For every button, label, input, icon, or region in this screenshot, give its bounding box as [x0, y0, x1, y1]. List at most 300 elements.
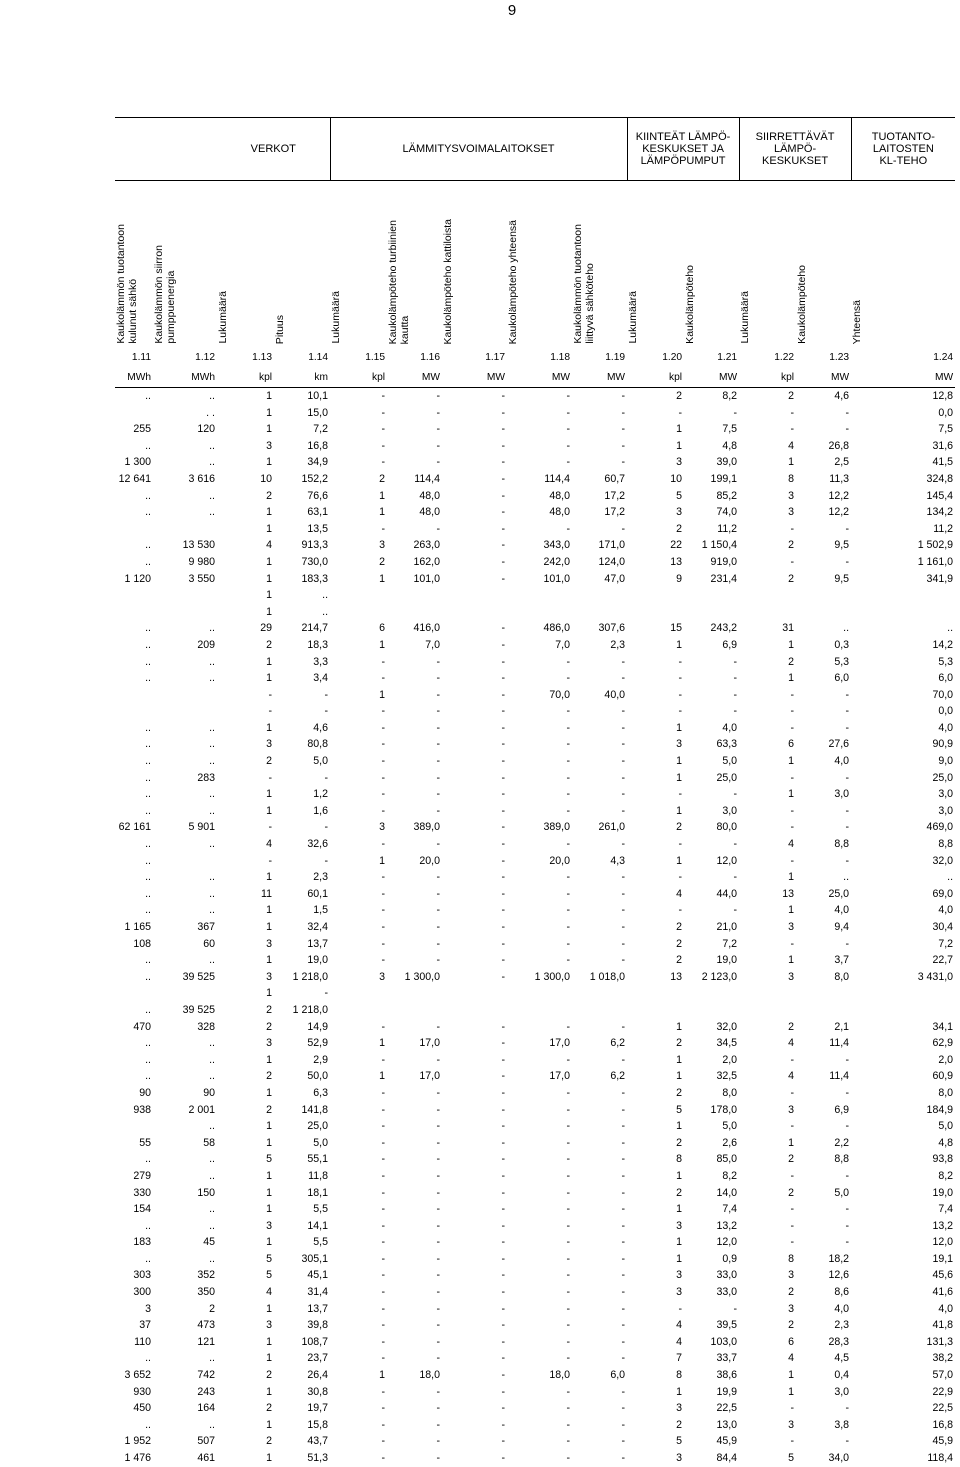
- column-header: [507, 181, 572, 348]
- table-cell: -: [381, 954, 386, 967]
- table-cell: -: [566, 721, 571, 734]
- table-cell: -: [621, 1053, 626, 1066]
- table-cell: 8,2: [722, 390, 738, 402]
- table-cell: 45,9: [716, 1435, 738, 1448]
- table-cell: -: [501, 1418, 506, 1431]
- table-cell: 5,5: [313, 1236, 329, 1249]
- table-cell: 4,8: [722, 439, 738, 452]
- table-cell: -: [381, 1335, 386, 1348]
- table-cell: 2,0: [938, 1053, 954, 1066]
- column-unit: kpl: [330, 367, 387, 388]
- table-cell: 33,0: [716, 1286, 738, 1299]
- table-cell: 21,0: [716, 921, 738, 933]
- table-cell: 1: [266, 1452, 272, 1464]
- table-cell: 1: [676, 721, 683, 734]
- table-cell: -: [501, 522, 506, 535]
- table-cell: ..: [947, 622, 954, 635]
- table-cell: -: [501, 1319, 506, 1332]
- table-cell: -: [566, 1120, 571, 1133]
- table-cell: ..: [145, 788, 151, 801]
- table-cell: 5: [676, 1103, 683, 1116]
- table-cell: [851, 985, 955, 1002]
- table-cell: -: [381, 921, 386, 933]
- table-cell: -: [790, 1236, 795, 1249]
- table-cell: -: [381, 1418, 386, 1431]
- table-cell: 3: [145, 1302, 151, 1315]
- table-cell: 70,0: [932, 688, 954, 701]
- table-row: [115, 969, 955, 986]
- table-cell: 1: [788, 1385, 795, 1398]
- table-cell: 47,0: [604, 572, 626, 585]
- table-row: [115, 1085, 955, 1102]
- table-cell: 8,2: [722, 1169, 738, 1182]
- table-cell: 7,2: [722, 937, 738, 950]
- table-cell: -: [501, 439, 506, 452]
- table-cell: 2: [788, 1286, 795, 1299]
- table-cell: 17,2: [604, 506, 626, 519]
- table-cell: 3: [676, 506, 683, 519]
- table-cell: ..: [209, 1352, 215, 1365]
- table-cell: [851, 1002, 955, 1019]
- table-cell: 4,0: [834, 755, 850, 768]
- table-cell: 39 525: [182, 1003, 215, 1016]
- table-cell: -: [621, 954, 626, 967]
- table-cell: 7: [676, 1352, 683, 1365]
- table-cell: 742: [197, 1369, 215, 1382]
- table-row: [115, 703, 955, 720]
- table-cell: 2,5: [834, 456, 850, 469]
- table-row: [115, 438, 955, 455]
- table-cell: 41,5: [932, 456, 954, 469]
- table-cell: -: [790, 1169, 795, 1182]
- table-cell: 2,3: [610, 638, 626, 651]
- table-cell: -: [566, 1319, 571, 1332]
- unit-row: [115, 367, 955, 388]
- table-cell: 1: [266, 954, 272, 967]
- table-cell: 1: [379, 489, 386, 502]
- table-cell: 134,2: [926, 506, 954, 519]
- table-cell: 5,0: [313, 755, 329, 768]
- district-heating-table: [115, 117, 955, 1467]
- table-cell: 1: [266, 406, 272, 419]
- table-cell: 389,0: [413, 821, 441, 834]
- table-cell: -: [501, 1020, 506, 1033]
- table-cell: 1: [676, 755, 683, 768]
- table-cell: 118,4: [927, 1452, 954, 1464]
- table-cell: 243: [197, 1385, 215, 1398]
- table-cell: 13: [670, 555, 683, 568]
- table-cell: -: [733, 788, 738, 801]
- table-cell: ..: [145, 1252, 151, 1265]
- table-cell: 2: [676, 1037, 683, 1050]
- table-cell: -: [501, 887, 506, 900]
- table-cell: -: [381, 1286, 386, 1299]
- table-cell: 1: [676, 638, 683, 651]
- table-cell: [739, 587, 796, 604]
- table-row: [115, 1151, 955, 1168]
- table-cell: ..: [145, 804, 151, 817]
- table-cell: -: [621, 1335, 626, 1348]
- table-cell: 389,0: [543, 821, 571, 834]
- table-cell: 8,0: [722, 1086, 738, 1099]
- table-cell: 3,0: [834, 1385, 850, 1398]
- table-row: [115, 1334, 955, 1351]
- table-cell: -: [501, 572, 506, 585]
- table-cell: 1 165: [124, 921, 151, 933]
- table-cell: 8,8: [834, 1153, 850, 1166]
- table-cell: 1 952: [124, 1435, 151, 1448]
- table-cell: [153, 521, 217, 538]
- table-cell: 12,8: [932, 390, 954, 402]
- table-cell: 4,0: [722, 721, 738, 734]
- table-cell: 60,1: [307, 887, 329, 900]
- table-cell: 50,0: [307, 1070, 329, 1083]
- table-cell: 34,0: [828, 1452, 850, 1464]
- table-cell: -: [790, 1435, 795, 1448]
- table-cell: 14,2: [932, 638, 954, 651]
- table-cell: 11,2: [933, 522, 954, 535]
- table-cell: 154: [133, 1203, 151, 1216]
- table-cell: 62 161: [118, 821, 151, 834]
- table-cell: -: [566, 1236, 571, 1249]
- table-cell: 1: [266, 921, 272, 933]
- table-cell: 1: [676, 854, 683, 867]
- table-cell: -: [733, 672, 738, 685]
- table-cell: -: [621, 1385, 626, 1398]
- table-cell: 6: [788, 1335, 795, 1348]
- table-cell: 1: [266, 1120, 272, 1133]
- table-cell: -: [501, 1286, 506, 1299]
- table-cell: 0,4: [834, 1369, 850, 1382]
- table-cell: 164: [197, 1402, 215, 1415]
- column-code: 1.12: [195, 351, 215, 363]
- table-cell: -: [566, 390, 571, 402]
- table-cell: ..: [145, 854, 151, 867]
- table-cell: ..: [145, 1053, 151, 1066]
- table-cell: 4: [788, 838, 795, 851]
- table-cell: -: [678, 655, 683, 668]
- table-row: [115, 1185, 955, 1202]
- column-header: [684, 181, 739, 348]
- table-cell: -: [501, 1452, 506, 1464]
- table-cell: 27,6: [828, 738, 850, 751]
- table-cell: 1: [379, 1037, 386, 1050]
- table-cell: 7,5: [722, 423, 738, 436]
- table-cell: -: [436, 954, 441, 967]
- table-cell: -: [324, 821, 329, 834]
- table-cell: 11,4: [829, 1037, 850, 1050]
- table-cell: -: [381, 771, 386, 784]
- table-cell: -: [501, 1136, 506, 1149]
- table-cell: 2: [266, 1369, 272, 1382]
- table-cell: 1 476: [124, 1452, 151, 1464]
- table-cell: 2,6: [722, 1136, 738, 1149]
- column-header: [796, 181, 851, 348]
- table-cell: 1: [266, 655, 272, 668]
- table-row: [115, 1102, 955, 1119]
- table-cell: 60: [203, 937, 215, 950]
- table-cell: ..: [209, 838, 215, 851]
- table-cell: -: [621, 406, 626, 419]
- table-cell: 41,8: [932, 1319, 954, 1332]
- table-cell: -: [501, 1269, 506, 1282]
- table-cell: -: [436, 1169, 441, 1182]
- table-cell: 3: [266, 937, 272, 950]
- page-number: 9: [507, 2, 517, 19]
- table-row: [115, 454, 955, 471]
- table-cell: -: [381, 804, 386, 817]
- table-cell: 30,8: [307, 1385, 329, 1398]
- table-cell: 0,9: [722, 1252, 738, 1265]
- table-cell: -: [381, 655, 386, 668]
- table-cell: -: [381, 1435, 386, 1448]
- table-cell: -: [621, 1286, 626, 1299]
- table-row: [115, 1400, 955, 1417]
- table-cell: 9,5: [834, 572, 850, 585]
- table-cell: 9,5: [834, 539, 850, 552]
- table-cell: 263,0: [413, 539, 441, 552]
- table-cell: -: [501, 970, 506, 983]
- table-cell: -: [566, 1136, 571, 1149]
- table-cell: 13,7: [307, 1302, 329, 1315]
- table-cell: ..: [145, 655, 151, 668]
- table-cell: 19,0: [716, 954, 738, 967]
- table-cell: -: [381, 1302, 386, 1315]
- table-cell: 261,0: [598, 821, 626, 834]
- column-header-label: Lukumäärä: [330, 291, 343, 344]
- table-cell: 90: [139, 1086, 151, 1099]
- table-cell: 93,8: [932, 1153, 954, 1166]
- table-cell: ..: [145, 539, 151, 552]
- table-cell: -: [621, 1269, 626, 1282]
- column-unit: MW: [572, 367, 627, 388]
- table-cell: ..: [209, 871, 215, 884]
- table-cell: 18,0: [419, 1369, 441, 1382]
- table-cell: -: [790, 1402, 795, 1415]
- table-cell: ..: [209, 738, 215, 751]
- table-cell: -: [436, 390, 441, 402]
- table-cell: -: [621, 1236, 626, 1249]
- table-cell: [796, 604, 851, 621]
- table-cell: -: [436, 672, 441, 685]
- table-cell: 2: [788, 1153, 795, 1166]
- table-cell: -: [621, 937, 626, 950]
- column-code: 1.17: [485, 351, 506, 363]
- table-cell: 114,4: [544, 472, 571, 485]
- column-header: [442, 181, 507, 348]
- table-cell: -: [324, 688, 329, 701]
- table-cell: 13,7: [307, 937, 329, 950]
- table-row: [115, 1317, 955, 1334]
- table-cell: 80,0: [716, 821, 738, 834]
- table-cell: -: [501, 1037, 506, 1050]
- table-cell: 1: [379, 506, 386, 519]
- table-cell: -: [501, 1169, 506, 1182]
- table-cell: -: [621, 887, 626, 900]
- table-cell: 3: [379, 539, 386, 552]
- table-cell: -: [381, 439, 386, 452]
- table-cell: ..: [209, 506, 215, 519]
- table-cell: 13,5: [307, 522, 329, 535]
- table-row: [115, 803, 955, 820]
- table-row: [115, 985, 955, 1002]
- table-cell: 52,9: [307, 1037, 329, 1050]
- table-cell: [330, 985, 387, 1002]
- table-row: [115, 1450, 955, 1467]
- table-cell: -: [845, 555, 850, 568]
- table-cell: 5,0: [313, 1136, 329, 1149]
- table-cell: ..: [145, 439, 151, 452]
- table-cell: 38,6: [716, 1369, 738, 1382]
- table-cell: 214,7: [301, 622, 329, 635]
- table-cell: 1: [379, 1369, 386, 1382]
- table-cell: 58: [203, 1136, 215, 1149]
- table-cell: 14,9: [307, 1020, 329, 1033]
- table-cell: -: [566, 1020, 571, 1033]
- table-cell: 1: [676, 439, 683, 452]
- table-cell: 6,0: [610, 1369, 626, 1382]
- table-cell: ..: [322, 605, 329, 618]
- table-cell: -: [501, 1070, 506, 1083]
- table-cell: 1: [266, 1186, 272, 1199]
- table-cell: -: [381, 755, 386, 768]
- table-cell: -: [436, 738, 441, 751]
- group-header-row: [115, 118, 955, 181]
- table-cell: 2: [788, 1319, 795, 1332]
- table-row: [115, 1417, 955, 1434]
- table-cell: -: [566, 1335, 571, 1348]
- table-cell: -: [566, 1352, 571, 1365]
- table-cell: [387, 604, 442, 621]
- table-cell: 450: [133, 1402, 151, 1415]
- table-cell: -: [381, 1385, 386, 1398]
- column-header-label: Kaukolämpöteho kattiloista: [442, 218, 455, 344]
- table-cell: 1: [676, 1203, 683, 1216]
- table-cell: 114,4: [414, 472, 441, 485]
- table-cell: 3,8: [834, 1418, 850, 1431]
- table-cell: ..: [145, 755, 151, 768]
- table-cell: -: [436, 804, 441, 817]
- table-cell: -: [621, 788, 626, 801]
- table-cell: 5,0: [938, 1120, 954, 1133]
- table-cell: ..: [209, 489, 215, 502]
- table-cell: -: [436, 688, 441, 701]
- table-cell: -: [501, 688, 506, 701]
- table-cell: [572, 604, 627, 621]
- table-cell: ..: [209, 887, 215, 900]
- table-cell: 80,8: [307, 738, 329, 751]
- table-cell: 303: [133, 1269, 151, 1282]
- table-cell: 1: [788, 1369, 795, 1382]
- table-cell: 1: [379, 638, 386, 651]
- table-cell: -: [501, 390, 506, 402]
- table-cell: 2: [209, 1302, 215, 1315]
- statistics-table: [115, 117, 955, 1467]
- table-row: [115, 836, 955, 853]
- table-cell: -: [436, 1252, 441, 1265]
- table-cell: -: [501, 472, 506, 485]
- table-cell: -: [621, 721, 626, 734]
- table-cell: 6,2: [610, 1037, 626, 1050]
- table-cell: -: [678, 672, 683, 685]
- table-cell: -: [790, 1120, 795, 1133]
- table-cell: 19,7: [307, 1402, 329, 1415]
- table-row: [115, 1118, 955, 1135]
- table-cell: 3: [676, 1452, 683, 1464]
- table-cell: -: [566, 1452, 571, 1464]
- table-cell: ..: [843, 622, 850, 635]
- table-row: [115, 1367, 955, 1384]
- table-row: [115, 1019, 955, 1036]
- table-cell: 48,0: [419, 489, 441, 502]
- table-cell: -: [501, 539, 506, 552]
- table-cell: -: [381, 423, 386, 436]
- table-cell: [153, 587, 217, 604]
- group-header: SIIRRETTÄVÄT LÄMPÖ- KESKUKSET: [739, 118, 851, 181]
- table-cell: -: [381, 1186, 386, 1199]
- table-cell: 145,4: [926, 489, 954, 502]
- table-cell: ..: [145, 1003, 151, 1016]
- table-cell: 7,0: [425, 638, 441, 651]
- table-cell: -: [621, 1120, 626, 1133]
- table-cell: 300: [133, 1286, 151, 1299]
- table-cell: -: [566, 788, 571, 801]
- table-cell: 22,5: [932, 1402, 954, 1415]
- table-cell: [387, 587, 442, 604]
- table-cell: -: [790, 1086, 795, 1099]
- table-cell: -: [845, 854, 850, 867]
- table-cell: 39,0: [716, 456, 738, 469]
- table-cell: ..: [209, 456, 215, 469]
- table-cell: 3: [788, 1302, 795, 1315]
- table-cell: ..: [209, 1252, 215, 1265]
- table-row: [115, 1301, 955, 1318]
- table-cell: -: [790, 854, 795, 867]
- table-cell: -: [501, 1335, 506, 1348]
- column-header-label: Lukumäärä: [739, 291, 752, 344]
- table-cell: 1: [379, 1070, 386, 1083]
- table-cell: 1: [266, 522, 272, 535]
- table-cell: 1: [266, 589, 272, 602]
- group-header: [115, 118, 217, 181]
- table-cell: 40,0: [604, 688, 626, 701]
- table-cell: ..: [209, 755, 215, 768]
- column-code: 1.15: [365, 351, 386, 363]
- table-cell: ..: [209, 954, 215, 967]
- table-cell: 7,4: [938, 1203, 954, 1216]
- table-cell: 2: [676, 1186, 683, 1199]
- table-cell: [115, 687, 153, 704]
- table-cell: 33,7: [716, 1352, 738, 1365]
- column-header: [627, 181, 684, 348]
- table-cell: 3: [788, 1418, 795, 1431]
- table-cell: -: [790, 1219, 795, 1232]
- table-cell: 1: [266, 506, 272, 519]
- table-cell: -: [436, 788, 441, 801]
- table-cell: ..: [209, 622, 215, 635]
- table-cell: -: [621, 1203, 626, 1216]
- table-cell: 5 901: [188, 821, 215, 834]
- table-cell: ..: [145, 555, 151, 568]
- table-cell: -: [381, 1402, 386, 1415]
- table-cell: 60,7: [604, 472, 626, 485]
- table-cell: -: [501, 804, 506, 817]
- table-cell: ..: [145, 738, 151, 751]
- table-cell: [796, 985, 851, 1002]
- table-cell: ..: [209, 1120, 215, 1133]
- column-header-label: Pituus: [274, 314, 286, 344]
- table-cell: 4,5: [834, 1352, 850, 1365]
